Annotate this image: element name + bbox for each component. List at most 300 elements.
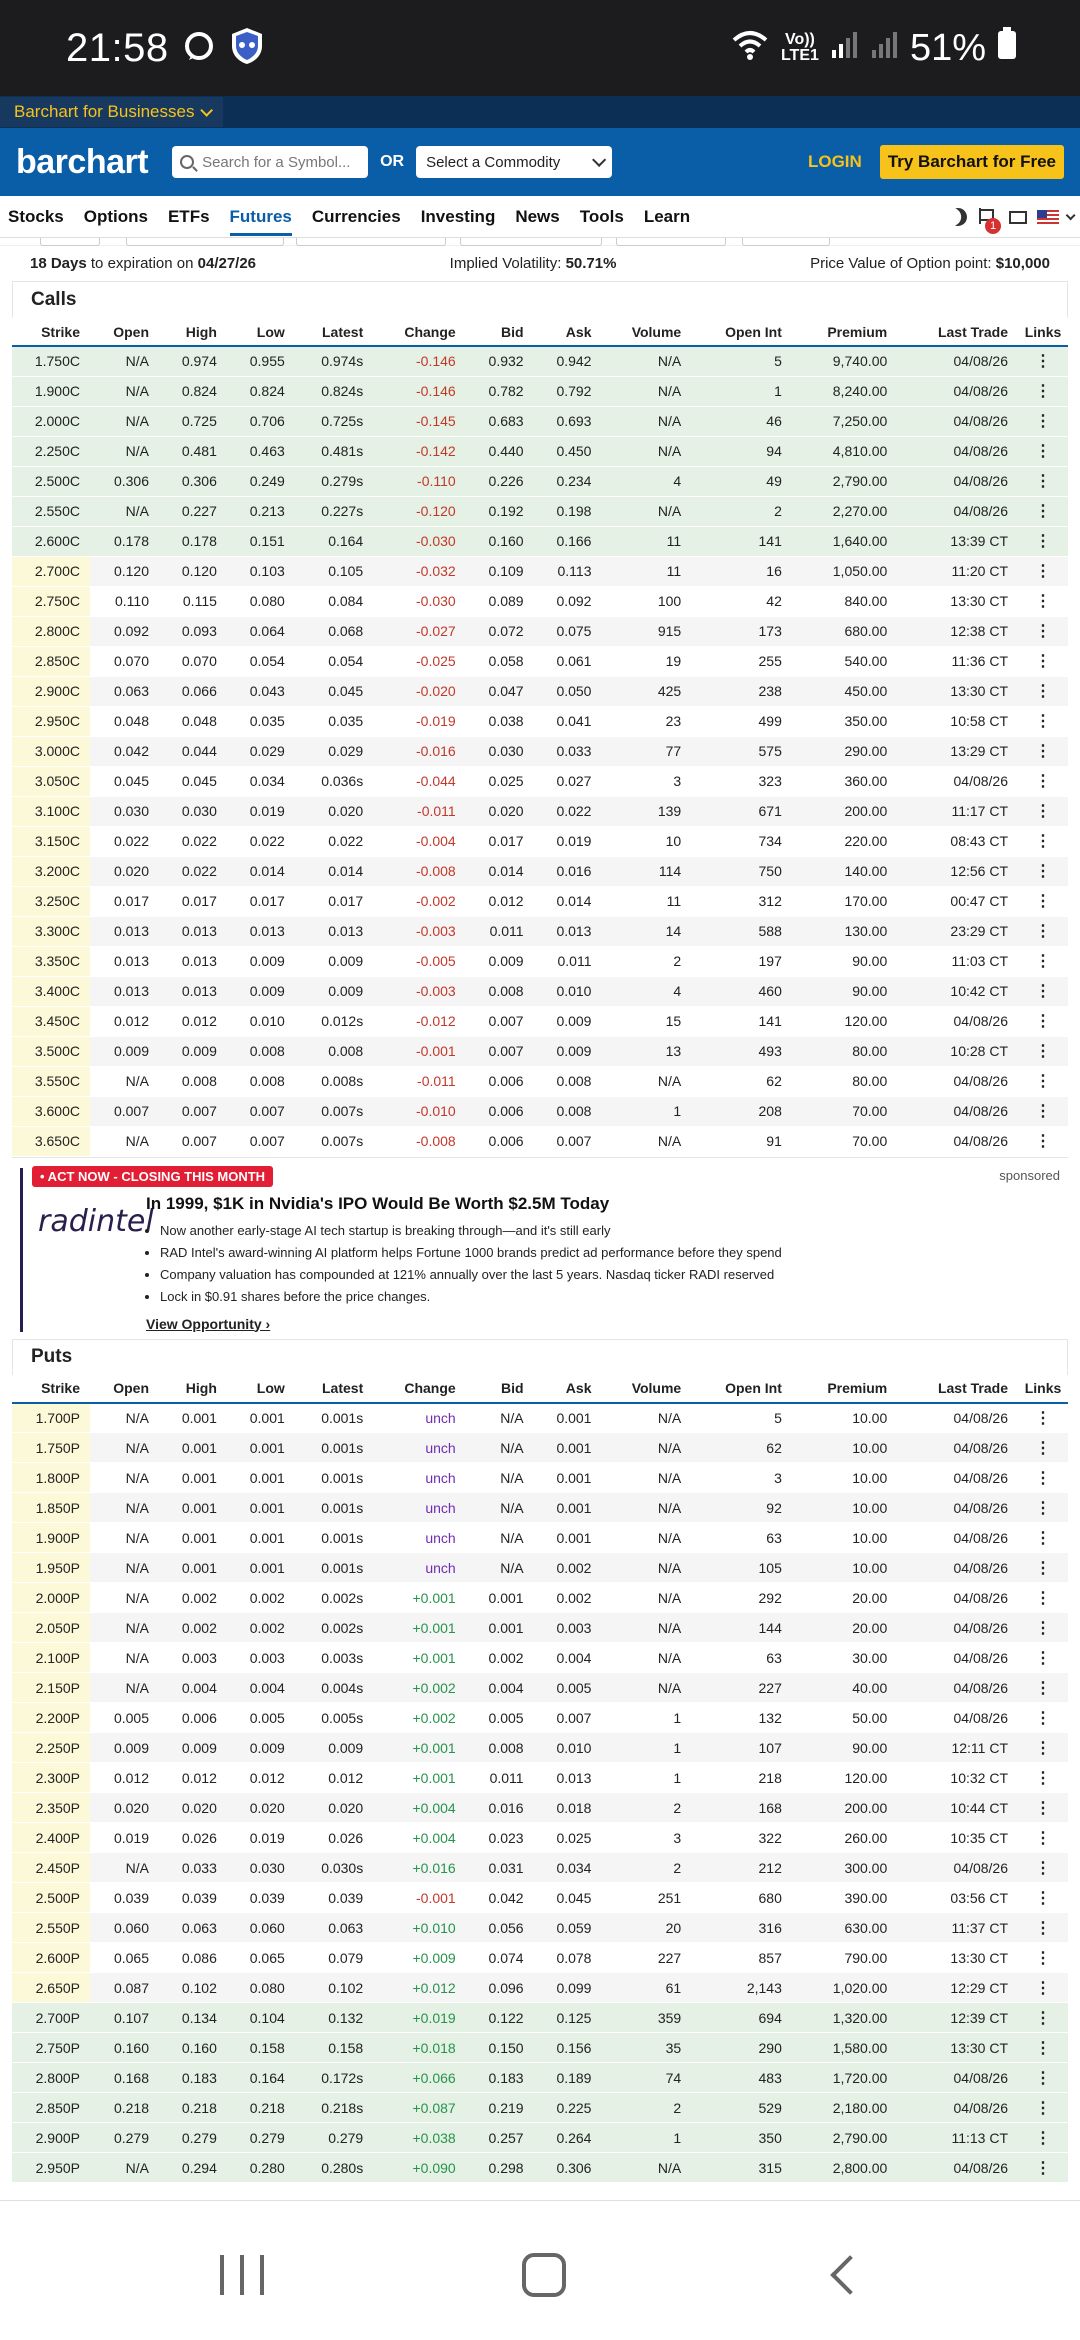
cell-last: 13:30 CT [897,1943,1018,1973]
cell-premium: 20.00 [792,1613,897,1643]
filter-control[interactable] [742,238,830,246]
cell-low: 0.249 [227,466,295,496]
dark-mode-icon[interactable] [946,205,971,230]
table-row[interactable] [12,1673,1068,1703]
table-row[interactable] [12,1006,1068,1036]
table-row[interactable] [12,1126,1068,1156]
cell-oi: 238 [691,676,792,706]
cell-strike[interactable]: 3.450C [12,1006,90,1036]
links-menu-icon[interactable]: ⋮ [1018,916,1068,946]
cell-strike[interactable]: 3.550C [12,1066,90,1096]
cell-strike[interactable]: 1.950P [12,1553,90,1583]
column-header-links[interactable]: Links [1018,1375,1068,1403]
cell-oi: 92 [691,1493,792,1523]
cell-strike[interactable]: 2.450P [12,1853,90,1883]
table-row[interactable] [12,1763,1068,1793]
cell-oi: 483 [691,2063,792,2093]
table-row[interactable] [12,2003,1068,2033]
cell-bid: 0.038 [466,706,534,736]
table-row[interactable] [12,1096,1068,1126]
links-menu-icon[interactable]: ⋮ [1018,406,1068,436]
cell-last: 11:03 CT [897,946,1018,976]
cell-volume: 10 [601,826,691,856]
cell-premium: 80.00 [792,1036,897,1066]
table-row[interactable] [12,1643,1068,1673]
cell-strike[interactable]: 3.000C [12,736,90,766]
cell-strike[interactable]: 3.250C [12,886,90,916]
cell-latest: 0.035 [295,706,373,736]
nav-futures[interactable]: Futures [229,206,292,226]
cell-oi: 46 [691,406,792,436]
cell-strike[interactable]: 3.600C [12,1096,90,1126]
column-header-links[interactable]: Links [1018,318,1068,346]
cell-low: 0.022 [227,826,295,856]
column-header-high[interactable]: High [159,1375,227,1403]
links-menu-icon[interactable]: ⋮ [1018,1913,1068,1943]
cell-last: 00:47 CT [897,886,1018,916]
column-header-volume[interactable]: Volume [601,1375,691,1403]
cell-strike[interactable]: 3.300C [12,916,90,946]
cell-strike[interactable]: 2.250P [12,1733,90,1763]
cell-strike[interactable]: 2.250C [12,436,90,466]
cell-strike[interactable]: 2.200P [12,1703,90,1733]
links-menu-icon[interactable]: ⋮ [1018,466,1068,496]
cell-change: +0.002 [373,1673,465,1703]
table-row[interactable] [12,886,1068,916]
radintel-logo[interactable]: radintel [38,1203,154,1239]
table-row[interactable] [12,436,1068,466]
links-menu-icon[interactable]: ⋮ [1018,2063,1068,2093]
table-row[interactable] [12,1703,1068,1733]
links-menu-icon[interactable]: ⋮ [1018,736,1068,766]
links-menu-icon[interactable]: ⋮ [1018,586,1068,616]
home-icon[interactable] [522,2253,566,2297]
column-header-change[interactable]: Change [373,1375,465,1403]
column-header-open-int[interactable]: Open Int [691,1375,792,1403]
column-header-last-trade[interactable]: Last Trade [897,318,1018,346]
table-row[interactable] [12,2063,1068,2093]
table-row[interactable] [12,856,1068,886]
cell-oi: 680 [691,1883,792,1913]
view-opportunity-link[interactable]: View Opportunity › [146,1315,271,1332]
column-header-ask[interactable]: Ask [534,1375,602,1403]
table-row[interactable] [12,1823,1068,1853]
cell-ask: 0.022 [534,796,602,826]
links-menu-icon[interactable]: ⋮ [1018,2033,1068,2063]
cell-strike[interactable]: 3.650C [12,1126,90,1156]
cell-oi: 168 [691,1793,792,1823]
table-row[interactable] [12,1553,1068,1583]
links-menu-icon[interactable]: ⋮ [1018,2153,1068,2183]
links-menu-icon[interactable]: ⋮ [1018,1943,1068,1973]
column-header-low[interactable]: Low [227,1375,295,1403]
table-row[interactable] [12,2153,1068,2183]
table-row[interactable] [12,406,1068,436]
nav-news[interactable]: News [515,206,560,226]
table-row[interactable] [12,1583,1068,1613]
links-menu-icon[interactable]: ⋮ [1018,886,1068,916]
cell-change: -0.142 [373,436,465,466]
links-menu-icon[interactable]: ⋮ [1018,1853,1068,1883]
cell-premium: 10.00 [792,1463,897,1493]
nav-currencies[interactable]: Currencies [311,206,401,226]
cell-last: 03:56 CT [897,1883,1018,1913]
cell-change: +0.004 [373,1823,465,1853]
nav-stocks[interactable]: Stocks [8,206,64,226]
links-menu-icon[interactable]: ⋮ [1018,1973,1068,2003]
cell-premium: 2,270.00 [792,496,897,526]
cell-volume: 251 [601,1883,691,1913]
nav-etfs[interactable]: ETFs [167,206,210,226]
notification-badge: 1 [985,218,1001,234]
cell-strike[interactable]: 3.200C [12,856,90,886]
try-free-button[interactable]: Try Barchart for Free [880,145,1064,179]
table-row[interactable] [12,946,1068,976]
table-row[interactable] [12,376,1068,406]
cell-strike[interactable]: 1.850P [12,1493,90,1523]
table-row[interactable] [12,466,1068,496]
links-menu-icon[interactable]: ⋮ [1018,1763,1068,1793]
links-menu-icon[interactable]: ⋮ [1018,1583,1068,1613]
links-menu-icon[interactable]: ⋮ [1018,1793,1068,1823]
cell-strike[interactable]: 1.750C [12,346,90,376]
nav-learn[interactable]: Learn [643,206,691,226]
nav-options[interactable]: Options [83,206,148,226]
links-menu-icon[interactable]: ⋮ [1018,1463,1068,1493]
cell-strike[interactable]: 2.700C [12,556,90,586]
commodity-select[interactable] [416,146,612,178]
business-dropdown[interactable] [0,97,223,127]
filter-control[interactable] [126,238,284,246]
cell-open: N/A [90,346,159,376]
table-row[interactable] [12,1523,1068,1553]
cell-low: 0.158 [227,2033,295,2063]
search-input[interactable] [172,146,368,178]
links-menu-icon[interactable]: ⋮ [1018,436,1068,466]
days-to-expiration [30,255,256,272]
column-header-bid[interactable]: Bid [466,318,534,346]
column-header-low[interactable]: Low [227,318,295,346]
table-row[interactable] [12,1943,1068,1973]
table-row[interactable] [12,736,1068,766]
nav-tools[interactable]: Tools [579,206,624,226]
links-menu-icon[interactable]: ⋮ [1018,376,1068,406]
cell-ask: 0.156 [534,2033,602,2063]
cell-strike[interactable]: 1.900P [12,1523,90,1553]
column-header-latest[interactable]: Latest [295,318,373,346]
cell-strike[interactable]: 3.400C [12,976,90,1006]
status-bar [0,0,1080,96]
cell-strike[interactable]: 2.850C [12,646,90,676]
table-row[interactable] [12,2093,1068,2123]
cell-strike[interactable]: 1.900C [12,376,90,406]
links-menu-icon[interactable]: ⋮ [1018,1823,1068,1853]
cell-strike[interactable]: 2.950C [12,706,90,736]
table-row[interactable] [12,1493,1068,1523]
links-menu-icon[interactable]: ⋮ [1018,856,1068,886]
links-menu-icon[interactable]: ⋮ [1018,796,1068,826]
cell-last: 04/08/26 [897,436,1018,466]
table-row[interactable] [12,2123,1068,2153]
cell-strike[interactable]: 2.150P [12,1673,90,1703]
cell-latest: 0.824s [295,376,373,406]
login-link[interactable]: LOGIN [807,152,862,171]
table-row[interactable] [12,976,1068,1006]
column-header-premium[interactable]: Premium [792,318,897,346]
cell-premium: 140.00 [792,856,897,886]
column-header-latest[interactable]: Latest [295,1375,373,1403]
ad-headline[interactable]: In 1999, $1K in Nvidia's IPO Would Be Worth $2.5M Today [146,1193,610,1213]
links-menu-icon[interactable]: ⋮ [1018,1523,1068,1553]
table-row[interactable] [12,706,1068,736]
barchart-logo[interactable]: barchart [16,142,149,181]
links-menu-icon[interactable]: ⋮ [1018,496,1068,526]
cell-latest: 0.014 [295,856,373,886]
cell-volume: 14 [601,916,691,946]
cell-high: 0.003 [159,1643,227,1673]
links-menu-icon[interactable]: ⋮ [1018,1096,1068,1126]
column-header-bid[interactable]: Bid [466,1375,534,1403]
alerts-button[interactable] [977,196,999,238]
cell-volume: 114 [601,856,691,886]
links-menu-icon[interactable]: ⋮ [1018,1703,1068,1733]
links-menu-icon[interactable]: ⋮ [1018,1613,1068,1643]
column-header-volume[interactable]: Volume [601,318,691,346]
cell-volume: 11 [601,886,691,916]
cell-strike[interactable]: 1.700P [12,1403,90,1433]
links-menu-icon[interactable]: ⋮ [1018,526,1068,556]
cell-strike[interactable]: 2.650P [12,1973,90,2003]
cell-open: 0.063 [90,676,159,706]
cell-last: 10:32 CT [897,1763,1018,1793]
cell-strike[interactable]: 2.500C [12,466,90,496]
cell-high: 0.086 [159,1943,227,1973]
table-row[interactable] [12,826,1068,856]
cell-strike[interactable]: 2.900C [12,676,90,706]
cell-open: 0.019 [90,1823,159,1853]
links-menu-icon[interactable]: ⋮ [1018,2123,1068,2153]
filter-control[interactable] [616,238,726,246]
links-menu-icon[interactable]: ⋮ [1018,2003,1068,2033]
table-row[interactable] [12,646,1068,676]
cell-strike[interactable]: 2.050P [12,1613,90,1643]
cell-strike[interactable]: 2.700P [12,2003,90,2033]
cell-bid: 0.219 [466,2093,534,2123]
links-menu-icon[interactable]: ⋮ [1018,706,1068,736]
column-header-last-trade[interactable]: Last Trade [897,1375,1018,1403]
links-menu-icon[interactable]: ⋮ [1018,1006,1068,1036]
table-row[interactable] [12,526,1068,556]
cell-high: 0.974 [159,346,227,376]
cell-strike[interactable]: 3.150C [12,826,90,856]
cell-latest: 0.045 [295,676,373,706]
cell-strike[interactable]: 2.750P [12,2033,90,2063]
column-header-strike[interactable]: Strike [12,1375,90,1403]
cell-volume: 915 [601,616,691,646]
cell-low: 0.009 [227,1733,295,1763]
recents-icon[interactable] [220,2255,264,2295]
table-row[interactable] [12,496,1068,526]
links-menu-icon[interactable]: ⋮ [1018,1126,1068,1156]
cell-high: 0.725 [159,406,227,436]
cell-strike[interactable]: 2.600C [12,526,90,556]
links-menu-icon[interactable]: ⋮ [1018,1733,1068,1763]
cell-bid: 0.008 [466,976,534,1006]
cell-strike[interactable]: 3.500C [12,1036,90,1066]
column-header-ask[interactable]: Ask [534,318,602,346]
cell-strike[interactable]: 2.750C [12,586,90,616]
us-flag-icon[interactable] [1037,210,1059,225]
links-menu-icon[interactable]: ⋮ [1018,976,1068,1006]
table-row[interactable] [12,1433,1068,1463]
cell-strike[interactable]: 2.300P [12,1763,90,1793]
column-header-change[interactable]: Change [373,318,465,346]
table-row[interactable] [12,1733,1068,1763]
nav-investing[interactable]: Investing [420,206,496,226]
cell-premium: 1,640.00 [792,526,897,556]
cell-strike[interactable]: 2.000C [12,406,90,436]
table-row[interactable] [12,1793,1068,1823]
cell-latest: 0.063 [295,1913,373,1943]
table-row[interactable] [12,796,1068,826]
cell-volume: 2 [601,946,691,976]
column-header-premium[interactable]: Premium [792,1375,897,1403]
links-menu-icon[interactable]: ⋮ [1018,2093,1068,2123]
table-row[interactable] [12,916,1068,946]
table-row[interactable] [12,556,1068,586]
column-header-open[interactable]: Open [90,1375,159,1403]
expiration-info [12,246,1068,282]
links-menu-icon[interactable]: ⋮ [1018,1433,1068,1463]
cell-strike[interactable]: 2.550C [12,496,90,526]
links-menu-icon[interactable]: ⋮ [1018,1883,1068,1913]
cell-volume: 4 [601,466,691,496]
cell-strike[interactable]: 3.350C [12,946,90,976]
cell-strike[interactable]: 3.100C [12,796,90,826]
cell-ask: 0.007 [534,1126,602,1156]
filter-control[interactable] [40,238,100,246]
sponsored-ad[interactable] [12,1157,1068,1339]
links-menu-icon[interactable]: ⋮ [1018,1493,1068,1523]
mail-icon[interactable] [1009,211,1027,224]
cell-strike[interactable]: 2.900P [12,2123,90,2153]
table-row[interactable] [12,1883,1068,1913]
links-menu-icon[interactable]: ⋮ [1018,556,1068,586]
column-header-high[interactable]: High [159,318,227,346]
main-nav [0,196,1080,238]
cell-strike[interactable]: 2.100P [12,1643,90,1673]
table-row[interactable] [12,1403,1068,1433]
links-menu-icon[interactable]: ⋮ [1018,1066,1068,1096]
cell-volume: 35 [601,2033,691,2063]
cell-open: 0.013 [90,976,159,1006]
links-menu-icon[interactable]: ⋮ [1018,616,1068,646]
table-row[interactable] [12,766,1068,796]
links-menu-icon[interactable]: ⋮ [1018,766,1068,796]
cell-low: 0.065 [227,1943,295,1973]
column-header-open[interactable]: Open [90,318,159,346]
cell-strike[interactable]: 2.800C [12,616,90,646]
cell-ask: 0.693 [534,406,602,436]
table-row[interactable] [12,1613,1068,1643]
cell-strike[interactable]: 2.000P [12,1583,90,1613]
table-row[interactable] [12,1036,1068,1066]
filter-control[interactable] [296,238,446,246]
cell-oi: 315 [691,2153,792,2183]
cell-change: -0.004 [373,826,465,856]
cell-latest: 0.039 [295,1883,373,1913]
column-header-strike[interactable]: Strike [12,318,90,346]
links-menu-icon[interactable]: ⋮ [1018,1673,1068,1703]
cell-oi: 2 [691,496,792,526]
cell-change: -0.044 [373,766,465,796]
table-row[interactable] [12,1973,1068,2003]
table-row[interactable] [12,586,1068,616]
table-row[interactable] [12,1463,1068,1493]
table-row[interactable] [12,1853,1068,1883]
cell-bid: N/A [466,1523,534,1553]
cell-change: +0.001 [373,1763,465,1793]
cell-bid: 0.016 [466,1793,534,1823]
links-menu-icon[interactable]: ⋮ [1018,1643,1068,1673]
cell-strike[interactable]: 2.350P [12,1793,90,1823]
table-row[interactable] [12,1066,1068,1096]
cell-strike[interactable]: 2.800P [12,2063,90,2093]
cell-oi: 91 [691,1126,792,1156]
column-header-open-int[interactable]: Open Int [691,318,792,346]
links-menu-icon[interactable]: ⋮ [1018,1036,1068,1066]
cell-oi: 63 [691,1643,792,1673]
table-row[interactable] [12,346,1068,376]
cell-premium: 8,240.00 [792,376,897,406]
cell-strike[interactable]: 2.950P [12,2153,90,2183]
cell-oi: 42 [691,586,792,616]
cell-last: 10:44 CT [897,1793,1018,1823]
shield-app-icon [229,26,265,71]
links-menu-icon[interactable]: ⋮ [1018,1403,1068,1433]
cell-strike[interactable]: 2.850P [12,2093,90,2123]
cell-ask: 0.942 [534,346,602,376]
links-menu-icon[interactable]: ⋮ [1018,346,1068,376]
cell-strike[interactable]: 1.750P [12,1433,90,1463]
filter-control[interactable] [460,238,602,246]
links-menu-icon[interactable]: ⋮ [1018,676,1068,706]
cell-strike[interactable]: 3.050C [12,766,90,796]
cell-latest: 0.084 [295,586,373,616]
table-row[interactable] [12,1913,1068,1943]
cell-open: 0.178 [90,526,159,556]
chevron-down-icon[interactable] [1066,210,1076,220]
cell-strike[interactable]: 2.600P [12,1943,90,1973]
cell-bid: 0.074 [466,1943,534,1973]
links-menu-icon[interactable]: ⋮ [1018,1553,1068,1583]
cell-ask: 0.011 [534,946,602,976]
table-row[interactable] [12,616,1068,646]
links-menu-icon[interactable]: ⋮ [1018,826,1068,856]
cell-strike[interactable]: 1.800P [12,1463,90,1493]
links-menu-icon[interactable]: ⋮ [1018,946,1068,976]
cell-strike[interactable]: 2.500P [12,1883,90,1913]
links-menu-icon[interactable]: ⋮ [1018,646,1068,676]
table-row[interactable] [12,2033,1068,2063]
cell-strike[interactable]: 2.550P [12,1913,90,1943]
cell-strike[interactable]: 2.400P [12,1823,90,1853]
cell-high: 0.045 [159,766,227,796]
cell-last: 04/08/26 [897,766,1018,796]
back-icon[interactable] [830,2255,870,2295]
table-row[interactable] [12,676,1068,706]
cell-last: 13:39 CT [897,526,1018,556]
